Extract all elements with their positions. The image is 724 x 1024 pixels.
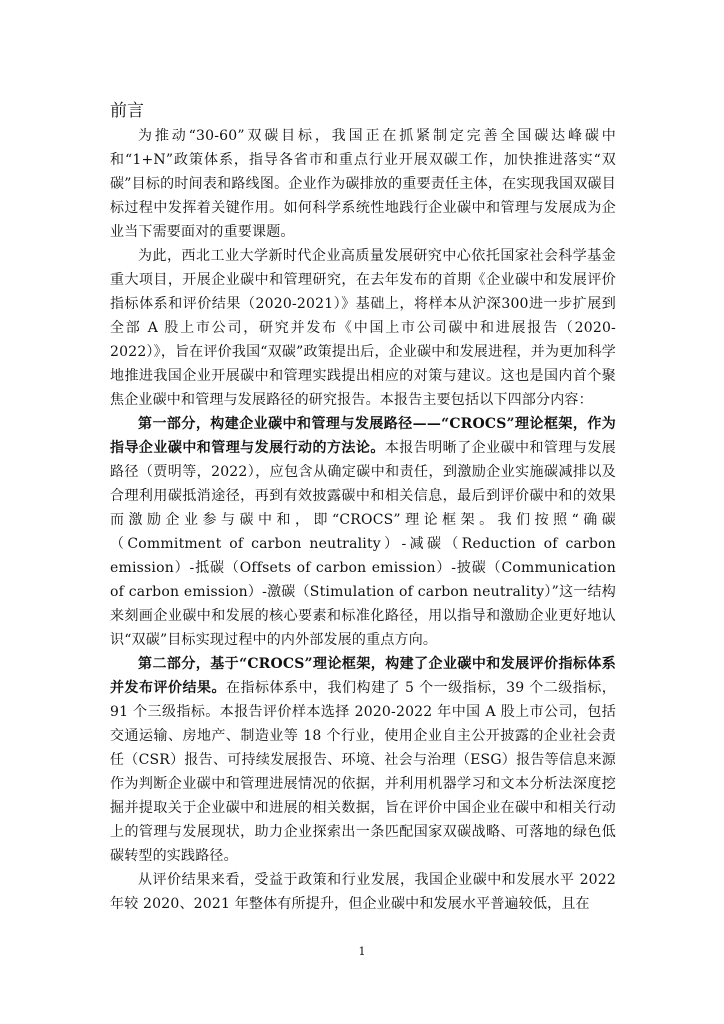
paragraph-part-one bbox=[110, 412, 616, 652]
paragraph-part-one-bold: 第一部分，构建企业碳中和管理与发展路径——“CROCS”理论框架，作为指导企业碳中和管理与发展行动的方法论。 bbox=[110, 416, 616, 456]
paragraph-part-two-bold: 第二部分，基于“CROCS”理论框架，构建了企业碳中和发展评价指标体系并发布评价结果。 bbox=[110, 656, 616, 696]
page-heading: 前言 bbox=[110, 101, 144, 121]
paragraph-intro-text: 为推动“30-60”双碳目标，我国正在抓紧制定完善全国碳达峰碳中和“1+N”政策体系，指导各省市和重点行业开展双碳工作，加快推进落实“双碳”目标的时间表和路线图。企业作为碳排放的重要责任主体，在实现我国双碳目标过程中发挥着关键作用。如何科学系统性地践行企业碳中和管理与发展成为企业当下需要面对的重要课题。 bbox=[110, 128, 616, 240]
paragraph-research-text: 为此，西北工业大学新时代企业高质量发展研究中心依托国家社会科学基金重大项目，开展企业碳中和管理研究，在去年发布的首期《企业碳中和发展评价指标体系和评价结果（2020-2021）》基础上，将样本从沪深300进一步扩展到全部 A 股上市公司，研究并发布《中国上市公司碳中和进展报告（2020-2022）》，旨在评价我国“双碳”政策提出后，企业碳中和发展进程，并为更加科学地推进我国企业开展碳中和管理实践提出相应的对策与建议。这也是国内首个聚焦企业碳中和管理与发展路径的研究报告。本报告主要包括以下四部分内容： bbox=[110, 248, 616, 408]
paragraph-part-two bbox=[110, 652, 616, 868]
document-page bbox=[110, 98, 616, 916]
paragraph-results-text: 从评价结果来看，受益于政策和行业发展，我国企业碳中和发展水平 2022 年较 2020、2021 年整体有所提升，但企业碳中和发展水平普遍较低，且在 bbox=[110, 872, 616, 912]
paragraph-research bbox=[110, 244, 616, 412]
paragraph-part-two-text: 在指标体系中，我们构建了 5 个一级指标，39 个二级指标，91 个三级指标。本报告评价样本选择 2020-2022 年中国 A 股上市公司，包括交通运输、房地产、制造业等 18 个行业，使用企业自主公开披露的企业社会责任（CSR）报告、可持续发展报告、环境、社会与治理（ESG）报告等信息来源作为判断企业碳中和管理进展情况的依据，并利用机器学习和文本分析法深度挖掘并提取关于企业碳中和进展的相关数据，旨在评价中国企业在碳中和相关行动上的管理与发展现状，助力企业探索出一条匹配国家双碳战略、可落地的绿色低碳转型的实践路径。 bbox=[110, 680, 616, 864]
paragraph-part-one-text: 本报告明晰了企业碳中和管理与发展路径（贾明等，2022），应包含从确定碳中和责任，到激励企业实施碳减排以及合理利用碳抵消途径，再到有效披露碳中和相关信息，最后到评价碳中和的效果而激励企业参与碳中和，即“CROCS”理论框架。我们按照“确碳（Commitment of carbon neutrality）-减碳（Reduction of carbon emission）-抵碳（Offsets of carbon emission）-披碳（Communication of carbon emission）-激碳（Stimulation of carbon neutrality）”这一结构来刻画企业碳中和发展的核心要素和标准化路径，用以指导和激励企业更好地认识“双碳”目标实现过程中的内外部发展的重点方向。 bbox=[110, 440, 616, 648]
paragraph-results bbox=[110, 868, 616, 916]
paragraph-intro bbox=[110, 124, 616, 244]
page-number: 1 bbox=[358, 945, 366, 958]
